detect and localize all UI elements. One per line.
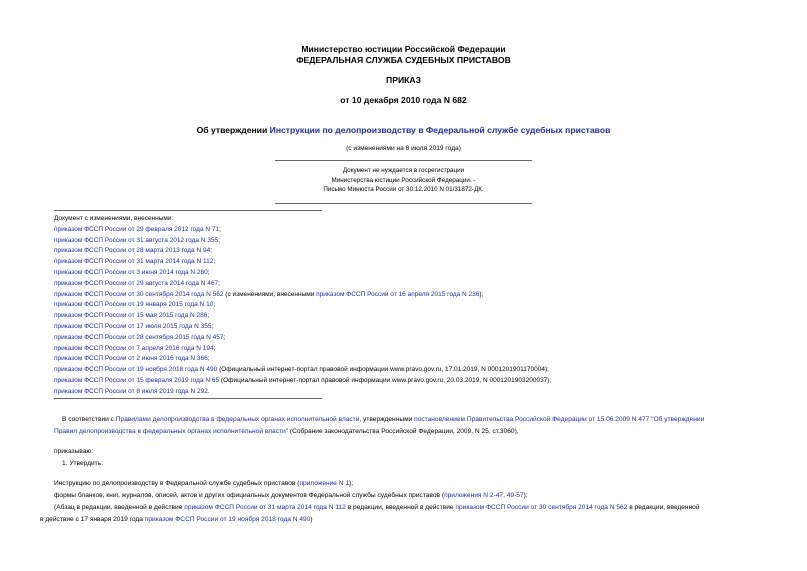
text: ); <box>349 480 354 487</box>
appendix-1-link[interactable]: приложение N 1 <box>299 480 350 487</box>
change-link[interactable]: приказом ФССП России от 3 июня 2014 года N 280 <box>54 268 208 276</box>
list-item <box>54 387 551 398</box>
text: в редакции, введенной в действие <box>345 504 456 511</box>
text: (Собрание законодательства Российской Федерации, 2009, N 25, ст.3060), <box>288 428 519 435</box>
revision-note: (с изменениями на 8 июля 2019 года) <box>346 145 461 152</box>
amend-link-490[interactable]: приказом ФССП России от 19 ноября 2018 года N 490 <box>144 516 311 523</box>
change-link[interactable]: приказом ФССП России от 31 марта 2014 года N 112 <box>54 258 214 266</box>
change-link[interactable]: приказом ФССП России от 28 сентября 2015 года N 457 <box>54 333 224 341</box>
text: в редакции, введенной <box>627 504 700 511</box>
text: формы бланков, книг, журналов, описей, актов и других официальных документов Федеральной службы судебных приставов ( <box>54 492 445 499</box>
list-item <box>54 354 551 365</box>
change-link[interactable]: приказом ФССП России от 17 июля 2015 года N 355 <box>54 322 212 330</box>
list-item <box>54 225 551 236</box>
text: В соответствии с <box>62 416 116 423</box>
change-tail: ; <box>218 279 220 287</box>
change-link[interactable]: приказом ФССП России от 7 апреля 2016 года N 194 <box>54 344 214 352</box>
change-link[interactable]: приказом ФССП России от 31 августа 2012 года N 355 <box>54 236 219 244</box>
rules-link[interactable]: Правилами делопроизводства в федеральных органах исполнительной власти <box>115 416 360 423</box>
doc-title <box>0 125 807 135</box>
doc-type: ПРИКАЗ <box>386 75 421 85</box>
list-item <box>54 246 551 257</box>
divider-top <box>275 160 532 161</box>
change-tail: . <box>207 387 210 395</box>
list-item <box>54 268 551 279</box>
title-prefix: Об утверждении <box>196 125 270 135</box>
title-instruction-link[interactable]: Инструкции по делопроизводству в Федеральной службе судебных приставов <box>269 125 611 135</box>
registration-line-2: Министерства юстиции Российской Федерации. - <box>331 176 476 184</box>
list-item <box>54 236 551 247</box>
list-item <box>54 344 551 355</box>
text: в действие с 17 января 2019 года <box>40 516 145 523</box>
resolution-link-cont[interactable]: Правил делопроизводства в федеральных органах исполнительной власти" <box>54 428 289 435</box>
changes-divider-top <box>54 210 322 211</box>
change-link[interactable]: приказом ФССП России от 19 января 2015 года N 10 <box>54 301 214 309</box>
appendices-link[interactable]: приложения N 2-47, 49-57 <box>444 492 524 499</box>
change-link[interactable]: приказом ФССП России от 15 мая 2015 года N 286 <box>54 312 208 320</box>
service-name: ФЕДЕРАЛЬНАЯ СЛУЖБА СУДЕБНЫХ ПРИСТАВОВ <box>296 55 511 65</box>
text: , утвержденными <box>359 416 415 423</box>
change-tail: ; <box>207 312 210 320</box>
change-link-amendment[interactable]: приказом ФССП России от 16 апреля 2015 года N 236 <box>316 290 480 298</box>
change-link[interactable]: приказом ФССП России от 29 февраля 2012 года N 71 <box>54 225 220 233</box>
change-tail: ; <box>207 355 210 363</box>
change-tail: ; <box>207 268 210 276</box>
registration-note <box>0 166 807 195</box>
list-item <box>54 311 551 322</box>
list-item <box>54 333 551 344</box>
order-word: приказываю: <box>54 448 94 455</box>
change-tail: ; <box>219 225 221 233</box>
change-tail: ; <box>213 258 216 266</box>
forms-line <box>54 492 528 499</box>
list-item <box>54 322 551 333</box>
list-item <box>54 300 551 311</box>
change-tail: (Официальный интернет-портал правовой информации www.pravo.gov.ru, 20.03.2019, N 0001201903200037); <box>219 376 552 384</box>
text: ); <box>523 492 528 499</box>
change-tail: ; <box>213 344 216 352</box>
change-tail: ; <box>223 333 226 341</box>
text: Инструкцию по делопроизводству в Федеральной службе судебных приставов ( <box>54 480 300 487</box>
list-item <box>54 290 551 301</box>
change-tail: ; <box>213 301 216 309</box>
list-item <box>54 279 551 290</box>
changes-intro: Документ с изменениями, внесенными: <box>54 215 174 222</box>
preamble-line-1 <box>62 416 704 423</box>
doc-date: от 10 декабря 2010 года N 682 <box>340 95 467 105</box>
changes-list <box>54 214 551 398</box>
changes-divider-bottom <box>54 398 322 399</box>
change-tail: (с изменениями, внесенными <box>223 290 317 298</box>
text: ) <box>310 516 313 523</box>
change-tail: ; <box>218 236 220 244</box>
change-link[interactable]: приказом ФССП России от 19 ноября 2018 года N 490 <box>54 366 218 374</box>
divider-bottom <box>275 203 532 204</box>
change-link[interactable]: приказом ФССП России от 2 июня 2016 года N 366 <box>54 355 208 363</box>
amendment-line-1 <box>54 504 700 511</box>
change-link[interactable]: приказом ФССП России от 29 августа 2014 года N 467 <box>54 279 219 287</box>
change-link[interactable]: приказом ФССП России от 28 марта 2013 года N 94 <box>54 247 211 255</box>
text: (Абзац в редакции, введенной в действие <box>54 504 185 511</box>
amendment-line-2 <box>40 516 313 523</box>
change-link[interactable]: приказом ФССП России от 8 июля 2019 года N 292 <box>54 387 208 395</box>
amend-link-562[interactable]: приказом ФССП России от 30 сентября 2014 года N 562 <box>455 504 628 511</box>
change-tail: ); <box>479 290 484 298</box>
list-item <box>54 257 551 268</box>
registration-line-1: Документ не нуждается в госрегистрации <box>342 167 465 174</box>
resolution-link[interactable]: постановлением Правительства Российской Федерации от 15.06.2009 N 477 "Об утверждении <box>414 416 705 423</box>
change-tail: ; <box>211 322 214 330</box>
preamble-line-2 <box>54 428 519 435</box>
list-item <box>54 376 551 387</box>
change-tail: ; <box>210 247 213 255</box>
list-item <box>54 365 551 376</box>
item-1: 1. Утвердить: <box>62 460 103 467</box>
instruction-line <box>54 480 353 487</box>
ministry-name: Министерство юстиции Российской Федерации <box>301 44 506 54</box>
amend-link-112[interactable]: приказом ФССП России от 31 марта 2014 года N 112 <box>184 504 346 511</box>
change-tail: (Официальный интернет-портал правовой информации www.pravo.gov.ru, 17.01.2019, N 0001201901170004); <box>217 366 549 374</box>
registration-line-3: Письмо Минюста России от 30.12.2010 N 01/31872-ДК. <box>323 186 484 194</box>
change-link[interactable]: приказом ФССП России от 15 февраля 2019 года N 65 <box>54 376 220 384</box>
change-link[interactable]: приказом ФССП России от 30 сентября 2014 года N 562 <box>54 290 224 298</box>
